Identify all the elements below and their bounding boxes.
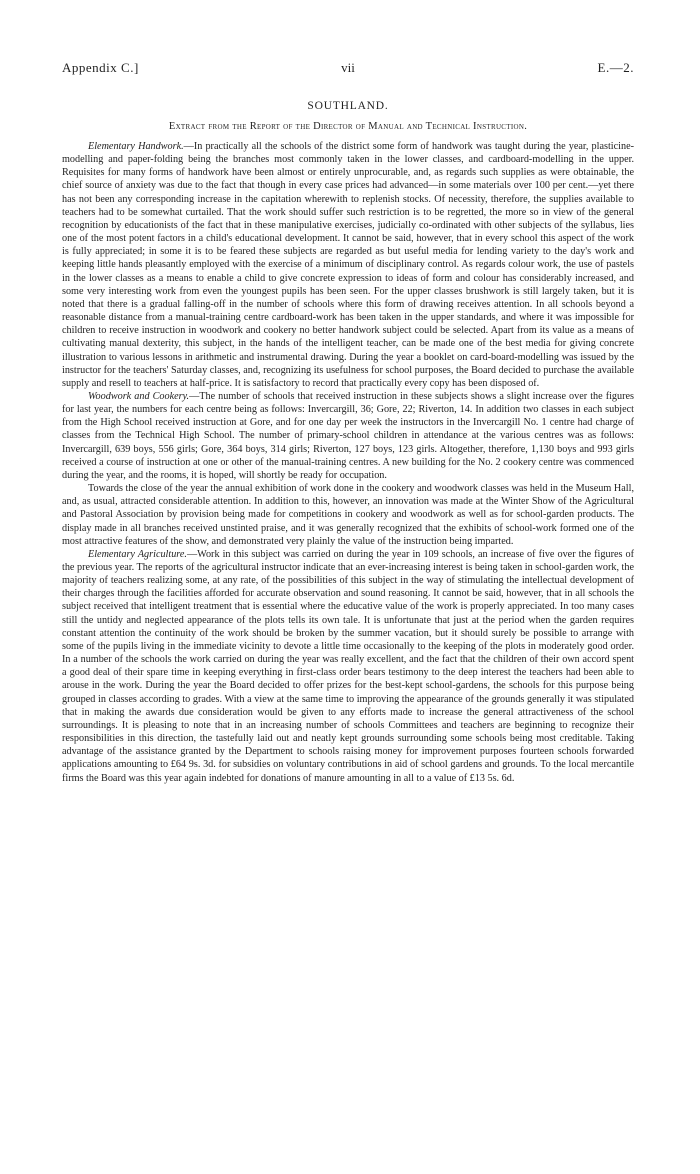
page-number: vii (341, 60, 355, 75)
paragraph-text: —The number of schools that received instruction in these subjects shows a slight increase over the figures for last year, the numbers for each centre being as follows: Invercargill, 36; Gore, 22; Riverton, 14. In addition two classes in each subject from the High School received instruction at Gore, and for one day per week the instructors in the Invercargill No. 1 centre had charge of classes from the Technical High School. The number of primary-school children in attendance at the various centres was as follows: Invercargill, 639 boys, 556 girls; Gore, 364 boys, 314 girls; Riverton, 127 boys, 123 girls. Altogether, therefore, 1,130 boys and 993 girls received a course of instruction at one or other of the manual-training centres. A new building for the No. 2 cookery centre was commenced during the year, and the rooms, it is hoped, will shortly be ready for occupation. (62, 390, 634, 481)
paragraph-heading: Elementary Agriculture. (88, 548, 187, 560)
paragraph-woodwork-cookery (62, 390, 634, 482)
section-title: SOUTHLAND. (307, 100, 389, 112)
paragraph-elementary-handwork (62, 140, 634, 390)
document-code: E.—2. (597, 60, 634, 75)
paragraph-text: Towards the close of the year the annual exhibition of work done in the cookery and woodwork classes was held in the Museum Hall, and, as usual, attracted considerable attention. In addition to this, however, an innovation was made at the Winter Show of the Agricultural and Pastoral Association by provision being made for competitions in cookery and woodwork as well as for school-garden products. The display made in all branches received unstinted praise, and it was generally recognized that the exhibits of school-work formed one of the most attractive features of the show, and demonstrated very plainly the value of the instruction being imparted. (62, 483, 634, 547)
page-header (62, 60, 634, 80)
paragraph-elementary-agriculture (62, 548, 634, 785)
appendix-label: Appendix C.] (62, 60, 139, 75)
paragraph-heading: Elementary Handwork. (88, 141, 184, 152)
report-body (62, 140, 634, 785)
paragraph-heading: Woodwork and Cookery. (88, 390, 190, 402)
paragraph-text: —Work in this subject was carried on during the year in 109 schools, an increase of five over the figures of the previous year. The reports of the agricultural instructor indicate that an ever-increasing interest is being taken in school-garden work, the majority of teachers realizing some, at any rate, of the possibilities of this subject in the way of stimulating the intellectual development of their charges through the facilities afforded for accurate observation and sound reasoning. It cannot be said, however, that in all schools the subject received that intelligent treatment that is essential where the educative value of the work is properly appreciated. In too many cases still the untidy and neglected appearance of the plots tells its own tale. It is unfortunate that just at the period when the garden requires constant attention the continuity of the work should be broken by the summer vacation, but it should surely be possible to arrange with some of the pupils living in the immediate vicinity to devote a little time occasionally to the keeping of the plots in moderately good order. In a number of the schools the work carried on during the year was really excellent, and the fact that the children of their own accord spent a good deal of their spare time in keeping everything in first-class order bears testimony to the deep interest the teachers had been able to arouse in the work. During the year the Board decided to offer prizes for the best-kept school-gardens, the schools for this purpose being grouped in classes according to grades. With a view at the same time to improving the appearance of the grounds generally it was stipulated that in making the awards due consideration would be given to any efforts made to increase the general attractiveness of the school surroundings. It is pleasing to note that in an increasing number of schools Committees and teachers are beginning to recognize their responsibilities in this direction, the tastefully laid out and neatly kept grounds surrounding some schools being most creditable. Taking advantage of the assistance granted by the Department to schools raising money for improvement purposes fourteen schools forwarded applications amounting to £64 9s. 3d. for subsidies on voluntary contributions in aid of school gardens and grounds. To the local mercantile firms the Board was this year again indebted for donations of manure amounting in all to a value of £13 5s. 6d. (62, 548, 634, 784)
paragraph-text: —In practically all the schools of the district some form of handwork was taught during the year, plasticine-modelling and paper-folding being the branches most commonly taken in the lower classes, and cardboard-modelling in the upper. Requisites for many forms of handwork have been almost or entirely unprocurable, and, as regards such supplies as were obtainable, the chief source of anxiety was due to the fact that though in every case prices had advanced—in some materials over 100 per cent.—yet there has not been any corresponding increase in the capitation wherewith to replenish stocks. Of necessity, therefore, the supplies available to teachers had to be somewhat curtailed. That the work should suffer such restriction is to be regretted, the more so in view of the general recognition by educationists of the fact that in these manipulative exercises, judicially co-ordinated with other subjects of the syllabus, lies one of the most potent factors in a child's educational development. It cannot be said, however, that in every school this aspect of the work is fully appreciated; in some it is to be feared these subjects are regarded as but useful media for lending variety to the day's work and keeping little hands pleasantly employed with the exercise of a minimum of disciplinary control. As regards colour work, the use of pastels in the lower classes as a means to enable a child to give concrete expression to ideas of form and colour has considerably increased, and some very interesting work from even the youngest pupils has been seen. For the upper classes brushwork is still largely taken, but it is noted that there is a gradual falling-off in the number of schools where this form of drawing receives attention. In all schools beyond a reasonable distance from a manual-training centre cardboard-work has been taken in the upper standards, and where it was impossible for children to receive instruction in woodwork and cookery no better handwork subject could be selected. Apart from its value as a means of cultivating manual dexterity, this subject, in the hands of the intelligent teacher, can be made one of the best media for giving concrete illustration to various lessons in arithmetic and instrumental drawing. During the year a booklet on card-board-modelling was issued by the instructor for the teachers' Saturday classes, and, recognizing its usefulness for school purposes, the Board decided to purchase the available supply and resell to teachers at half-price. It is satisfactory to record that practically every copy has been disposed of. (62, 141, 634, 389)
paragraph-exhibition (62, 482, 634, 548)
section-subtitle: Extract from the Report of the Director of Manual and Technical Instruction. (168, 121, 528, 132)
